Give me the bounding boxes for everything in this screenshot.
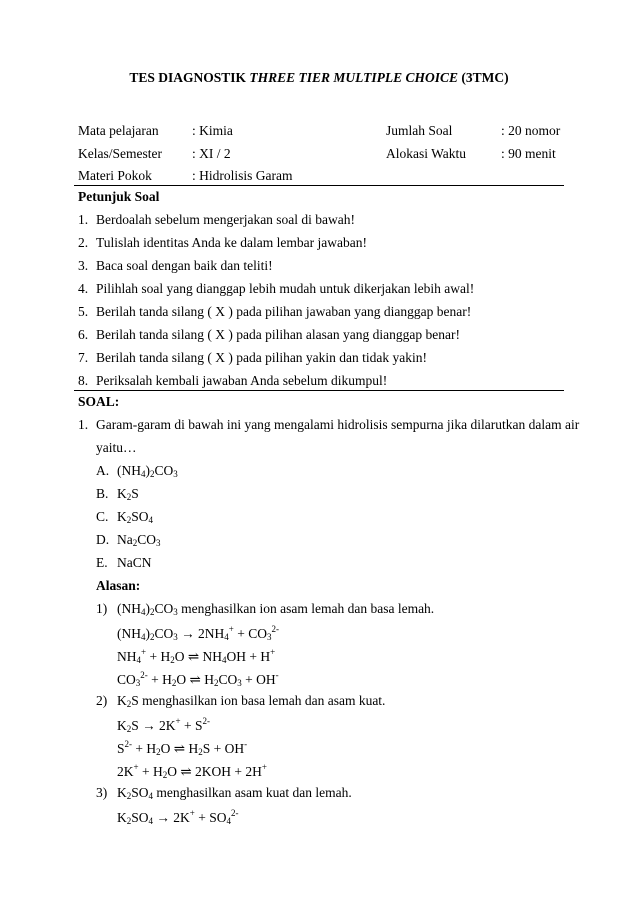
title-suffix: (3TMC)	[458, 70, 509, 85]
topic-value: : Hidrolisis Garam	[192, 168, 293, 183]
reason-heading: Alasan:	[96, 578, 141, 593]
formula: $K_2SO_4$	[117, 509, 154, 525]
equation: $K_2SO_4 \to 2K^+ + SO_4^{2-}$	[117, 808, 239, 826]
questions-value: : 20 nomor	[501, 123, 561, 138]
formula: $(NH_4)_2CO_3$	[117, 463, 178, 479]
instructions-heading: Petunjuk Soal	[78, 189, 160, 204]
formula: $K_2S$	[117, 486, 139, 502]
questions-label: Jumlah Soal	[386, 123, 453, 138]
subject-label: Mata pelajaran	[78, 123, 159, 138]
equation: $2K^+ + H_2O$ ⇌ 2KOH + 2H+	[117, 762, 267, 780]
time-label: Alokasi Waktu	[386, 146, 467, 161]
title-italic-text: THREE TIER MULTIPLE CHOICE	[249, 70, 459, 85]
info-row-subject	[78, 123, 563, 143]
topic-label: Materi Pokok	[78, 168, 152, 183]
divider-top	[74, 185, 564, 186]
subject-value: : Kimia	[192, 123, 233, 138]
document-page: TES DIAGNOSTIK THREE TIER MULTIPLE CHOICE (3TMC) Mata pelajaran : Kimia Jumlah Soal : 20 nomor Kelas/Semester : XI / 2 Alokasi Waktu : 90 menit Materi Pokok : Hidrolisis Garam Petunjuk Soal 1. Berdoalah sebelum mengerjakan soal di bawah! 2. Tulislah identitas Anda ke dalam lembar jawaban! 3. Baca soal dengan baik dan teliti! 4. Pilihlah soal yang dianggap lebih mudah untuk dikerjakan lebih awal! 5. Berilah tanda silang ( X ) pada pilihan jawaban yang dianggap benar! 6. Berilah tanda silang ( X ) pada pilihan alasan yang dianggap benar! 7. Berilah tanda silang ( X ) pada pilihan yakin dan tidak yakin! 8. Periksalah kembali jawaban Anda sebelum dikumpul! SOAL: 1. Garam-garam di bawah ini yang mengalami hidrolisis sempurna jika dilarutkan dalam air yaitu… A. $(NH_4)_2CO_3$ B. $K_2S$ C. $K_2SO_4$ D. $Na_2CO_3$ E. NaCN Alasan: 1) $(NH_4)_2CO_3$ menghasilkan ion asam lemah dan basa lemah. $(NH_4)_2CO_3 \to 2NH_4^+ + CO_3^{2-}$ $NH_4^+ + H_2O$ ⇌ $NH_4OH + H^+$ $CO_3^{2-} + H_2O$ ⇌ $H_2CO_3 + OH^-$ 2) $K_2S$ menghasilkan ion basa lemah dan asam kuat. $K_2S \to 2K^+ + S^{2-}$ $S^{2-} + H_2O$ ⇌ $H_2S + OH^-$ $2K^+ + H_2O$ ⇌ 2KOH + 2H+ 3) $K_2SO_4$ menghasilkan asam kuat dan lemah. $K_2SO_4 \to 2K^+ + SO_4^{2-}$	[0, 0, 638, 902]
equation: $(NH_4)_2CO_3 \to 2NH_4^+ + CO_3^{2-}$	[117, 624, 279, 642]
info-row-class	[78, 146, 563, 166]
class-label: Kelas/Semester	[78, 146, 162, 161]
equation: $S^{2-} + H_2O$ ⇌ $H_2S + OH^-$	[117, 739, 248, 757]
questions-heading: SOAL:	[78, 394, 120, 409]
formula: $Na_2CO_3$	[117, 532, 161, 548]
equation: $K_2S \to 2K^+ + S^{2-}$	[117, 716, 210, 734]
page-title	[0, 70, 638, 86]
question-stem-cont: yaitu…	[96, 440, 137, 455]
class-value: : XI / 2	[192, 146, 231, 161]
equation: $CO_3^{2-} + H_2O$ ⇌ $H_2CO_3 + OH^-$	[117, 670, 279, 688]
equation: $NH_4^+ + H_2O$ ⇌ $NH_4OH + H^+$	[117, 647, 276, 665]
title-text: TES DIAGNOSTIK	[129, 70, 250, 85]
divider-bottom	[74, 390, 564, 391]
time-value: : 90 menit	[501, 146, 556, 161]
